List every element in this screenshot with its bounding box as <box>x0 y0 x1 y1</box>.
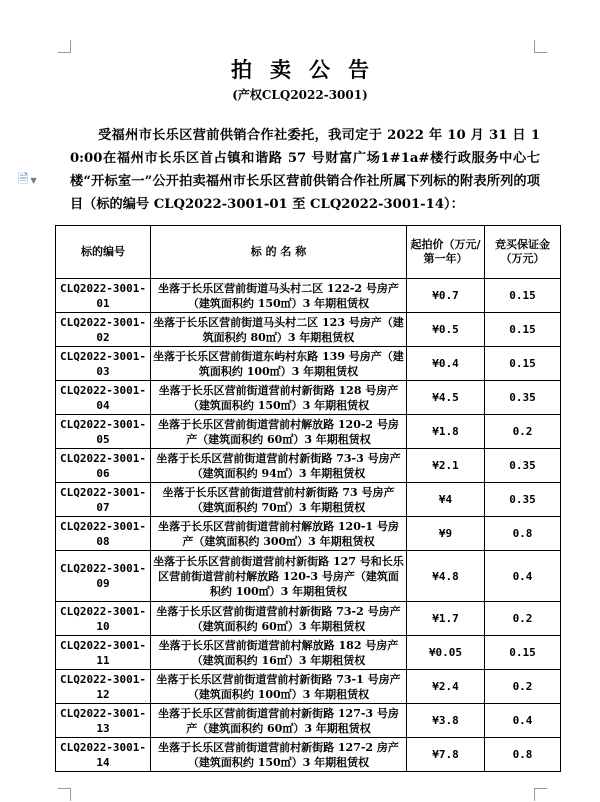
cell-code: CLQ2022-3001-03 <box>56 347 151 381</box>
cell-deposit: 0.2 <box>485 670 561 704</box>
cell-name: 坐落于长乐区营前街道营前村新街路 73-3 号房产（建筑面积约 94㎡）3 年期租赁权 <box>151 449 407 483</box>
table-row <box>56 449 561 483</box>
cell-code: CLQ2022-3001-14 <box>56 738 151 772</box>
table-row <box>56 551 561 602</box>
table-row <box>56 483 561 517</box>
cell-deposit: 0.35 <box>485 449 561 483</box>
cell-price: ¥9 <box>407 517 485 551</box>
cell-code: CLQ2022-3001-08 <box>56 517 151 551</box>
cell-deposit: 0.8 <box>485 738 561 772</box>
table-header-row <box>56 226 561 279</box>
page-corner-mark <box>534 788 547 801</box>
cell-code: CLQ2022-3001-12 <box>56 670 151 704</box>
table-row <box>56 279 561 313</box>
cell-code: CLQ2022-3001-10 <box>56 602 151 636</box>
cell-code: CLQ2022-3001-06 <box>56 449 151 483</box>
cell-code: CLQ2022-3001-11 <box>56 636 151 670</box>
table-row <box>56 313 561 347</box>
cell-price: ¥0.5 <box>407 313 485 347</box>
cell-name: 坐落于长乐区营前街道营前村新街路 128 号房产（建筑面积约 150㎡）3 年期租赁权 <box>151 381 407 415</box>
cell-price: ¥3.8 <box>407 704 485 738</box>
table-row <box>56 347 561 381</box>
document-icon[interactable]: 🗎 ▼ <box>18 172 37 187</box>
cell-name: 坐落于长乐区营前街道马头村二区 123 号房产（建筑面积约 80㎡）3 年期租赁权 <box>151 313 407 347</box>
cell-deposit: 0.2 <box>485 415 561 449</box>
page-title: 拍卖公告 <box>231 57 387 82</box>
page-corner-mark <box>534 40 547 53</box>
header-name: 标 的 名 称 <box>151 226 407 279</box>
cell-deposit: 0.35 <box>485 483 561 517</box>
cell-name: 坐落于长乐区营前街道营前村解放路 120-2 号房产（建筑面积约 60㎡）3 年期租赁权 <box>151 415 407 449</box>
table-row <box>56 415 561 449</box>
header-code: 标的编号 <box>56 226 151 279</box>
cell-code: CLQ2022-3001-04 <box>56 381 151 415</box>
cell-name: 坐落于长乐区营前街道营前村新街路 73 号房产（建筑面积约 70㎡）3 年期租赁权 <box>151 483 407 517</box>
cell-deposit: 0.15 <box>485 313 561 347</box>
cell-name: 坐落于长乐区营前街道营前村新街路 127-3 号房产（建筑面积约 60㎡）3 年期租赁权 <box>151 704 407 738</box>
cell-price: ¥0.4 <box>407 347 485 381</box>
cell-price: ¥1.7 <box>407 602 485 636</box>
table-row <box>56 517 561 551</box>
cell-name: 坐落于长乐区营前街道营前村新街路 127-2 房产（建筑面积约 150㎡）3 年期租赁权 <box>151 738 407 772</box>
table-row <box>56 602 561 636</box>
cell-price: ¥2.1 <box>407 449 485 483</box>
cell-name: 坐落于长乐区营前街道东屿村东路 139 号房产（建筑面积约 100㎡）3 年期租赁权 <box>151 347 407 381</box>
cell-name: 坐落于长乐区营前街道营前村新街路 73-2 号房产（建筑面积约 60㎡）3 年期租赁权 <box>151 602 407 636</box>
header-price: 起拍价（万元/第一年） <box>407 226 485 279</box>
cell-price: ¥4 <box>407 483 485 517</box>
cell-price: ¥4.8 <box>407 551 485 602</box>
cell-deposit: 0.15 <box>485 636 561 670</box>
cell-name: 坐落于长乐区营前街道营前村新街路 73-1 号房产（建筑面积约 100㎡）3 年期租赁权 <box>151 670 407 704</box>
table-row <box>56 381 561 415</box>
cell-price: ¥1.8 <box>407 415 485 449</box>
cell-code: CLQ2022-3001-02 <box>56 313 151 347</box>
cell-name: 坐落于长乐区营前街道营前村新街路 127 号和长乐区营前街道营前村解放路 120-3 号房产（建筑面积约 100㎡）3 年期租赁权 <box>151 551 407 602</box>
cell-code: CLQ2022-3001-07 <box>56 483 151 517</box>
cell-deposit: 0.35 <box>485 381 561 415</box>
cell-code: CLQ2022-3001-05 <box>56 415 151 449</box>
cell-code: CLQ2022-3001-01 <box>56 279 151 313</box>
cell-price: ¥0.05 <box>407 636 485 670</box>
page-subtitle: (产权CLQ2022-3001) <box>232 88 368 102</box>
cell-deposit: 0.15 <box>485 279 561 313</box>
table-row <box>56 636 561 670</box>
cell-deposit: 0.15 <box>485 347 561 381</box>
page-corner-mark <box>58 40 71 53</box>
intro-paragraph: 受福州市长乐区营前供销合作社委托，我司定于 2022 年 10 月 31 日 10:00在福州市长乐区首占镇和谐路 57 号财富广场1#1a#楼行政服务中心七楼“开标室一”公开拍卖福州市长乐区营前供销合作社所属下列标的附表所列的项目（标的编号 CLQ2022-3001-01 至 CLQ2022-3001-14）： <box>70 128 540 212</box>
table-row <box>56 738 561 772</box>
lots-table <box>55 225 561 772</box>
cell-name: 坐落于长乐区营前街道营前村解放路 120-1 号房产（建筑面积约 300㎡）3 年期租赁权 <box>151 517 407 551</box>
chevron-down-icon[interactable]: ▼ <box>30 176 37 185</box>
cell-deposit: 0.2 <box>485 602 561 636</box>
page-corner-mark <box>58 788 71 801</box>
cell-name: 坐落于长乐区营前街道营前村解放路 182 号房产（建筑面积约 16㎡）3 年期租赁权 <box>151 636 407 670</box>
table-row <box>56 670 561 704</box>
cell-deposit: 0.4 <box>485 704 561 738</box>
cell-price: ¥0.7 <box>407 279 485 313</box>
cell-price: ¥7.8 <box>407 738 485 772</box>
cell-code: CLQ2022-3001-09 <box>56 551 151 602</box>
cell-deposit: 0.4 <box>485 551 561 602</box>
cell-code: CLQ2022-3001-13 <box>56 704 151 738</box>
cell-price: ¥4.5 <box>407 381 485 415</box>
cell-name: 坐落于长乐区营前街道马头村二区 122-2 号房产（建筑面积约 150㎡）3 年期租赁权 <box>151 279 407 313</box>
cell-price: ¥2.4 <box>407 670 485 704</box>
cell-deposit: 0.8 <box>485 517 561 551</box>
header-deposit: 竞买保证金（万元） <box>485 226 561 279</box>
table-row <box>56 704 561 738</box>
